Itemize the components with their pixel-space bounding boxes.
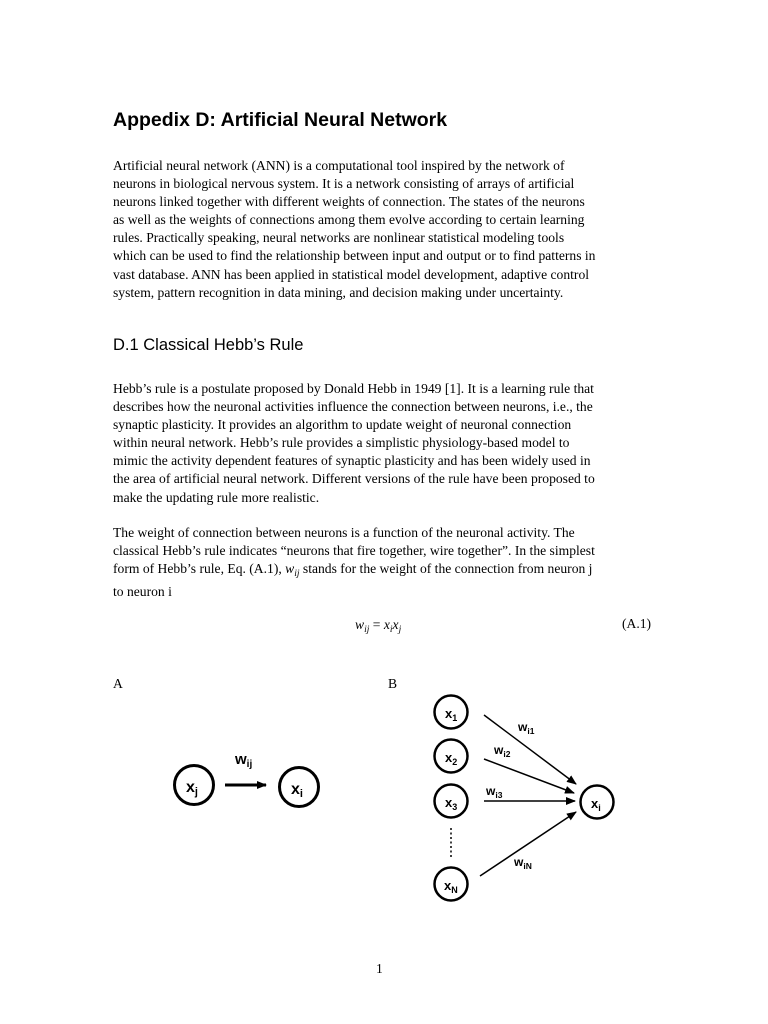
text-line: describes how the neuronal activities influence the connection between neurons, i.e., the <box>113 399 593 415</box>
equation-term: x <box>383 617 390 632</box>
equation-term-subscript: i <box>389 625 393 635</box>
page-number: 1 <box>376 961 383 976</box>
text-line: which can be used to find the relationship between input and output or to find patterns in <box>113 248 596 264</box>
node-xn-label: $x_N$ <box>444 878 458 895</box>
equation-term: x <box>392 617 399 632</box>
node-xi-output-label: $x_i$ <box>591 796 601 813</box>
text-line: synaptic plasticity. It provides an algorithm to update weight of neuronal connection <box>113 417 572 433</box>
node-xi-label: xi <box>291 781 303 800</box>
weight-label-win: $w_{iN}$ <box>514 855 532 871</box>
figure-a-label: A <box>113 676 123 691</box>
text-line: vast database. ANN has been applied in statistical model development, adaptive control <box>113 266 590 282</box>
figure-b-label: B <box>388 676 398 691</box>
equation-lhs-subscript: ij <box>364 625 370 635</box>
equation-lhs: w <box>355 617 365 632</box>
text-line: mimic the activity dependent features of synaptic plasticity and has been widely used in <box>113 453 591 469</box>
equation-number: (A.1) <box>622 616 652 631</box>
text-line: neurons linked together with different weights of connection. The states of the neurons <box>113 194 585 210</box>
weight-label-wij: $w_{ij}$ <box>235 751 253 770</box>
text-line: system, pattern recognition in data mining, and decision making under uncertainty. <box>113 284 564 300</box>
text-line: make the updating rule more realistic. <box>113 489 320 505</box>
text-line: neurons in biological nervous system. It is a network consisting of arrays of artificial <box>113 176 575 192</box>
inline-variable-subscript: ij <box>294 569 300 580</box>
inline-variable: w <box>285 561 295 577</box>
connection-arrow <box>484 759 574 793</box>
text-line: Hebb’s rule is a postulate proposed by Donald Hebb in 1949 [1]. It is a learning rule that <box>113 381 594 396</box>
text-line: classical Hebb’s rule indicates “neurons that fire together, wire together”. In the simplest <box>113 543 595 559</box>
text-line: to neuron i <box>113 584 172 600</box>
section-heading: D.1 Classical Hebb’s Rule <box>113 336 304 354</box>
weight-label-wi1: $w_{i1}$ <box>518 720 535 736</box>
weight-label-wi3: $w_{i3}$ <box>486 784 503 800</box>
text-line: rules. Practically speaking, neural networks are nonlinear statistical modeling tools <box>113 230 565 246</box>
text-line: The weight of connection between neurons is a function of the neuronal activity. The <box>113 525 575 540</box>
equation-equals: = <box>369 617 384 632</box>
weight-label-wi2: $w_{i2}$ <box>494 743 511 759</box>
node-x1-label: $x_1$ <box>445 706 458 723</box>
node-x3-label: $x_3$ <box>445 795 458 812</box>
text-fragment: stands for the weight of the connection from neuron j <box>299 561 593 577</box>
figure-a-diagram <box>175 751 319 807</box>
equation-term-subscript: j <box>398 625 402 635</box>
text-fragment: form of Hebb’s rule, Eq. (A.1), <box>113 561 286 577</box>
figure-b-diagram <box>435 696 614 901</box>
text-line: the area of artificial neural network. Different versions of the rule have been proposed to <box>113 471 595 487</box>
text-line: Artificial neural network (ANN) is a computational tool inspired by the network of <box>113 158 565 173</box>
text-line: within neural network. Hebb’s rule provides a simplistic physiology-based model to <box>113 435 570 451</box>
node-x2-label: $x_2$ <box>445 750 458 767</box>
page-title: Appedix D: Artificial Neural Network <box>113 109 448 131</box>
node-xj-label: xj <box>186 779 198 798</box>
text-line: as well as the weights of connections among them evolve according to certain learning <box>113 212 585 228</box>
